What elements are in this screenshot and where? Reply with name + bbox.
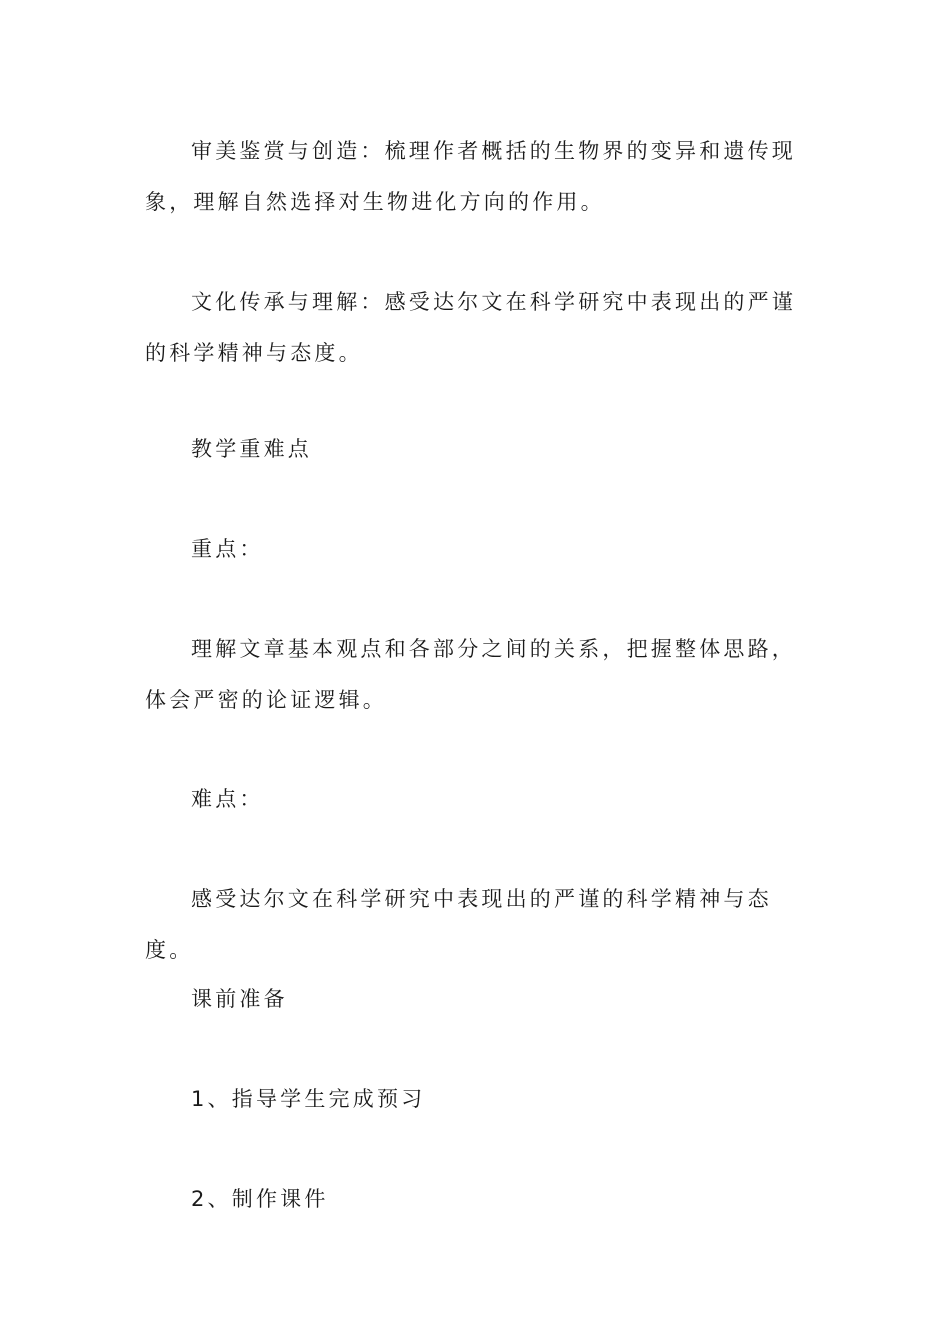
paragraph-key-point: 理解文章基本观点和各部分之间的关系，把握整体思路，体会严密的论证逻辑。 [145, 637, 796, 712]
label-key-point: 重点： [191, 537, 264, 561]
list-item-make-courseware: 2、制作课件 [191, 1187, 329, 1211]
heading-teaching-key-difficult-points: 教学重难点 [191, 437, 312, 461]
paragraph-aesthetic-appreciation: 审美鉴赏与创造：梳理作者概括的生物界的变异和遗传现象，理解自然选择对生物进化方向的作用。 [145, 139, 796, 214]
paragraph-difficult-point: 感受达尔文在科学研究中表现出的严谨的科学精神与态度。 [145, 887, 772, 962]
heading-pre-class-preparation: 课前准备 [191, 987, 288, 1011]
label-difficult-point: 难点： [191, 787, 264, 811]
list-item-preview-guidance: 1、指导学生完成预习 [191, 1087, 426, 1111]
paragraph-cultural-heritage: 文化传承与理解：感受达尔文在科学研究中表现出的严谨的科学精神与态度。 [145, 290, 796, 365]
